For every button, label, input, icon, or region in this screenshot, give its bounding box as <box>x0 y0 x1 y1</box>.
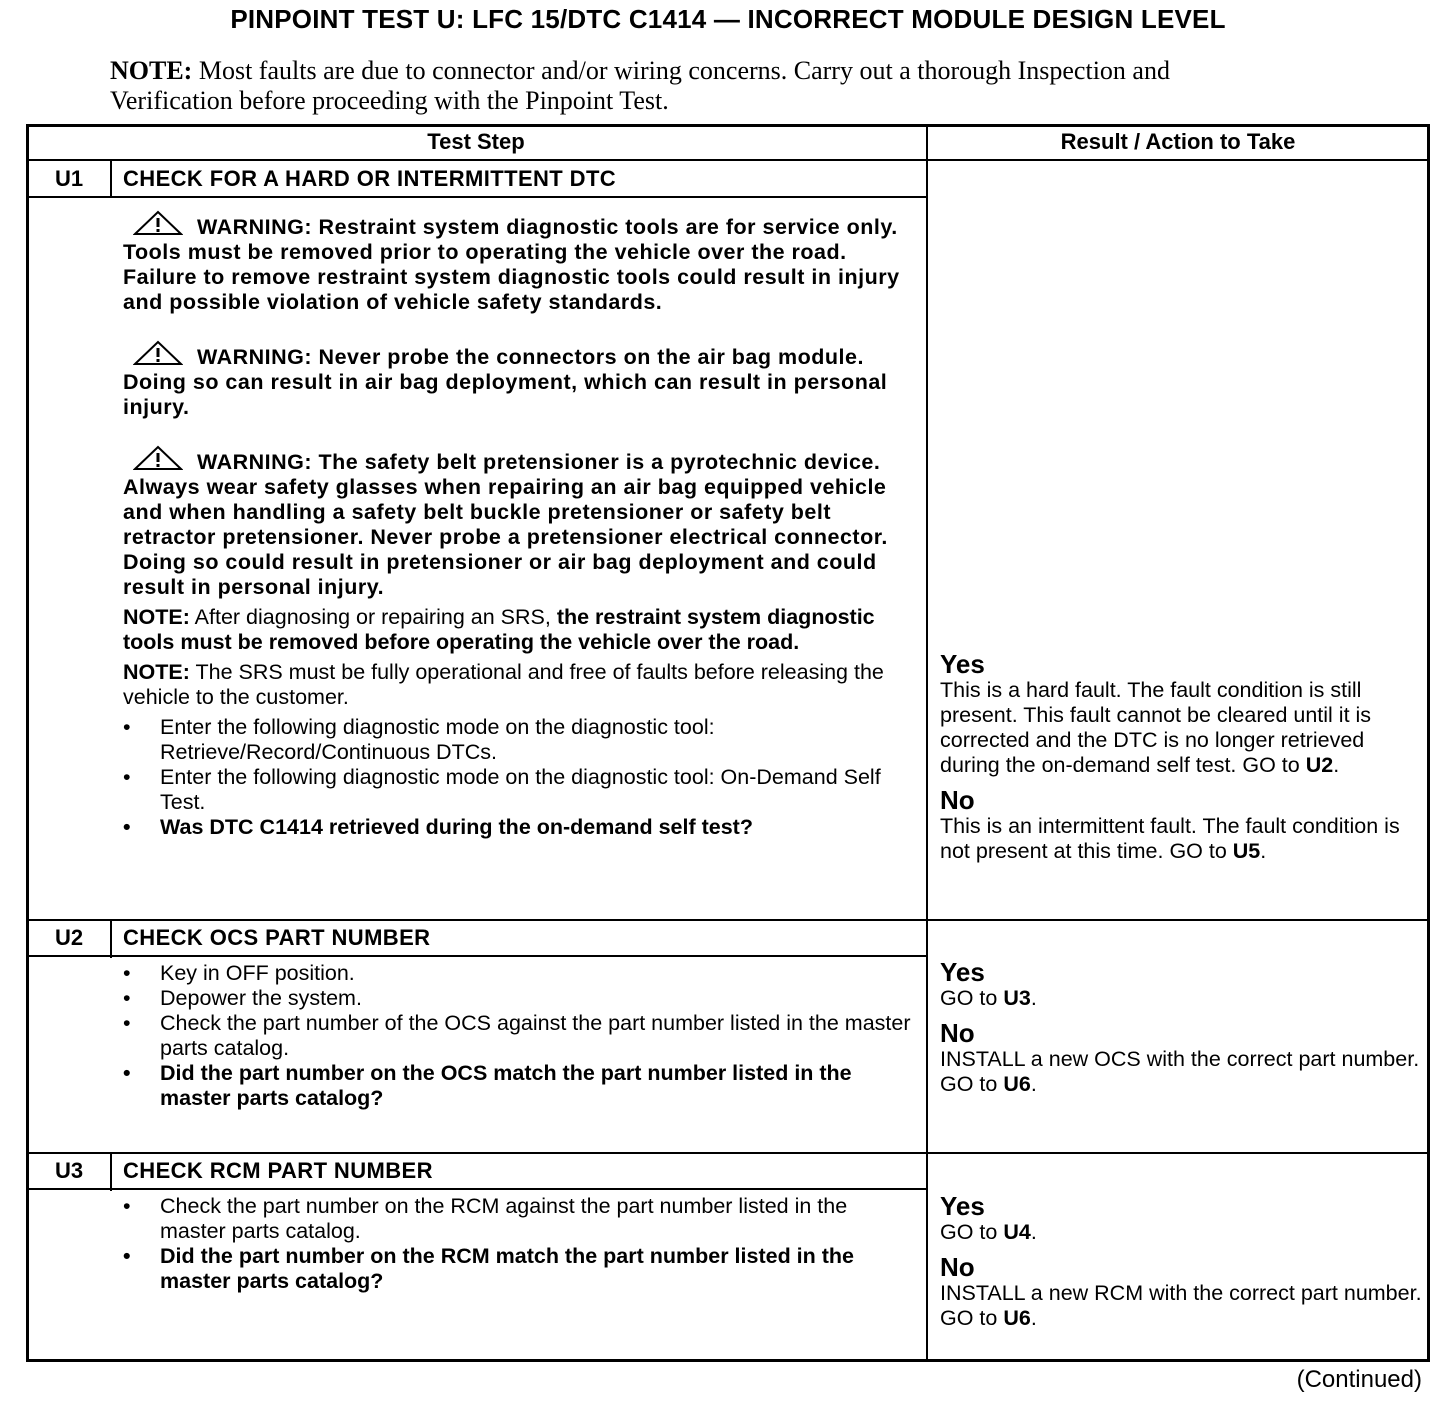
step-question: Did the part number on the OCS match the part number listed in the master parts catalog? <box>160 1061 852 1110</box>
column-divider <box>926 124 928 1362</box>
goto-link[interactable]: U6 <box>1003 1072 1031 1096</box>
warning-triangle-icon <box>133 210 183 236</box>
result-yes-text: GO to <box>940 1220 1004 1244</box>
step-title-u3: CHECK RCM PART NUMBER <box>123 1158 433 1183</box>
step-title-u1: CHECK FOR A HARD OR INTERMITTENT DTC <box>123 166 617 191</box>
note-srs-operational <box>123 660 913 710</box>
intro-note <box>110 56 1260 116</box>
warning-restraint-tools <box>123 210 913 315</box>
warning-triangle-icon <box>133 445 183 471</box>
result-no-text: This is an intermittent fault. The fault condition is not present at this time. GO to <box>940 814 1400 863</box>
list-item: • Depower the system. <box>123 986 362 1010</box>
note-label: NOTE: <box>123 605 190 629</box>
u1-title-divider <box>26 196 927 198</box>
goto-link[interactable]: U3 <box>1003 986 1031 1010</box>
result-no-label: No <box>940 1252 975 1282</box>
result-yes-label: Yes <box>940 649 985 679</box>
warning-text-2: WARNING: Never probe the connectors on the air bag module. Doing so can result in air bag deployment, which can result in personal injury. <box>123 345 888 419</box>
goto-link[interactable]: U6 <box>1003 1306 1031 1330</box>
id-column-divider <box>110 1153 112 1191</box>
step-body-u3 <box>123 1194 913 1294</box>
id-column-divider <box>110 160 112 198</box>
step-body-u1 <box>123 210 913 840</box>
u2-row-divider <box>26 919 1430 921</box>
u3-row-divider <box>26 1152 1430 1154</box>
list-item: • Did the part number on the RCM match the part number listed in the master parts catalog? <box>123 1244 855 1293</box>
header-divider <box>26 159 1430 161</box>
intro-note-text: Most faults are due to connector and/or wiring concerns. Carry out a thorough Inspection and Verification before proceeding with the Pinpoint Test. <box>110 56 1170 115</box>
list-item: • Did the part number on the OCS match the part number listed in the master parts catalog? <box>123 1061 852 1110</box>
warning-air-bag-connectors <box>123 340 913 420</box>
warning-text-1: WARNING: Restraint system diagnostic tools are for service only. Tools must be removed prior to operating the vehicle over the road. Failure to remove restraint system diagnostic tools could result in injury and possible violation of vehicle safety standards. <box>123 215 900 314</box>
note-remove-tools <box>123 605 913 655</box>
step-id-u3: U3 <box>54 1158 84 1183</box>
note-bold-text: the restraint system diagnostic tools must be removed before operating the vehicle over the road. <box>123 605 875 654</box>
result-yes-label: Yes <box>940 1191 985 1221</box>
goto-link[interactable]: U4 <box>1003 1220 1031 1244</box>
note-text: The SRS must be fully operational and free of faults before releasing the vehicle to the customer. <box>123 660 884 709</box>
result-u2: Yes GO to U3. No INSTALL a new OCS with the correct part number. GO to U6. <box>940 958 1424 1097</box>
goto-link[interactable]: U2 <box>1305 753 1334 777</box>
step-instructions-u2 <box>123 961 913 1111</box>
result-no-text: INSTALL a new OCS with the correct part number. GO to <box>940 1047 1420 1096</box>
warning-triangle-icon <box>133 340 183 366</box>
header-test-step: Test Step <box>427 129 525 154</box>
note-text: After diagnosing or repairing an SRS, <box>189 605 557 629</box>
step-instructions-u1 <box>123 715 913 840</box>
result-no-label: No <box>940 785 975 815</box>
list-item: • Was DTC C1414 retrieved during the on-demand self test? <box>123 815 753 839</box>
step-title-u2: CHECK OCS PART NUMBER <box>123 925 431 950</box>
step-question: Did the part number on the RCM match the part number listed in the master parts catalog? <box>160 1244 855 1293</box>
u2-title-divider <box>26 955 927 957</box>
result-yes-text: GO to <box>940 986 1004 1010</box>
list-item: • Check the part number on the RCM against the part number listed in the master parts catalog. <box>123 1194 848 1243</box>
step-body-u2 <box>123 961 913 1111</box>
list-item: • Enter the following diagnostic mode on the diagnostic tool: Retrieve/Record/Continuous DTCs. <box>123 715 715 764</box>
continued-label: (Continued) <box>1296 1366 1422 1393</box>
result-no-text: INSTALL a new RCM with the correct part number. GO to <box>940 1281 1422 1330</box>
list-item: • Enter the following diagnostic mode on the diagnostic tool: On-Demand Self Test. <box>123 765 881 814</box>
goto-link[interactable]: U5 <box>1232 839 1261 863</box>
step-question: Was DTC C1414 retrieved during the on-demand self test? <box>160 815 753 839</box>
u3-title-divider <box>26 1188 927 1190</box>
warning-pretensioner <box>123 445 913 600</box>
step-id-u2: U2 <box>54 925 84 950</box>
intro-note-label: NOTE: <box>110 56 193 85</box>
warning-text-3: WARNING: The safety belt pretensioner is a pyrotechnic device. Always wear safety glasses when repairing an air bag equipped vehicle and when handling a safety belt buckle pretensioner or safety belt retractor pretensioner. Never probe a pretensioner electrical connector. Doing so could result in pretensioner or air bag deployment and could result in personal injury. <box>123 450 888 599</box>
list-item: • Check the part number of the OCS against the part number listed in the master parts catalog. <box>123 1011 911 1060</box>
result-yes-label: Yes <box>940 957 985 987</box>
list-item: • Key in OFF position. <box>123 961 355 985</box>
page-title: PINPOINT TEST U: LFC 15/DTC C1414 — INCORRECT MODULE DESIGN LEVEL <box>230 4 1226 34</box>
step-instructions-u3 <box>123 1194 913 1294</box>
step-id-u1: U1 <box>54 166 84 191</box>
id-column-divider <box>110 920 112 958</box>
result-yes-text: This is a hard fault. The fault condition is still present. This fault cannot be cleared until it is corrected and the DTC is no longer retrieved during the on-demand self test. GO to <box>940 678 1372 777</box>
result-u3: Yes GO to U4. No INSTALL a new RCM with the correct part number. GO to U6. <box>940 1192 1424 1331</box>
result-no-label: No <box>940 1018 975 1048</box>
result-u1: Yes This is a hard fault. The fault condition is still present. This fault cannot be cleared until it is corrected and the DTC is no longer retrieved during the on-demand self test. GO to U2. No This is an intermittent fault. The fault condition is not present at this time. GO to U5. <box>940 650 1424 864</box>
note-label: NOTE: <box>123 660 190 684</box>
header-result-action: Result / Action to Take <box>1060 129 1296 154</box>
